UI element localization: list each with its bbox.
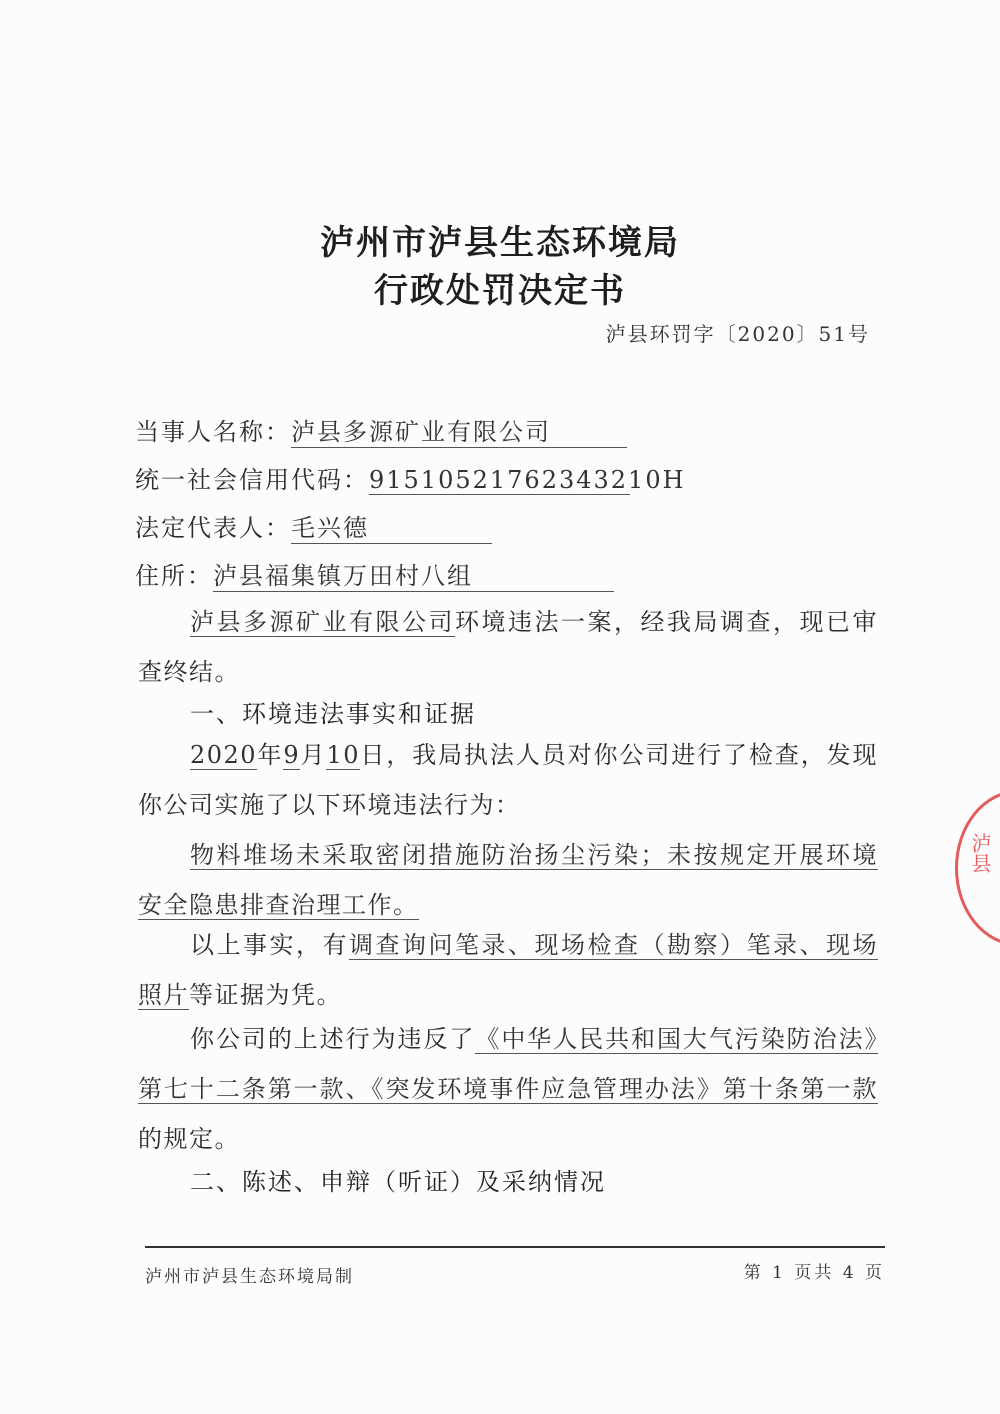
official-seal: [955, 790, 1000, 946]
evidence-suffix: 等证据为凭。: [189, 981, 342, 1009]
law-paragraph: [138, 1014, 878, 1164]
inspection-paragraph: [138, 730, 878, 830]
footer-divider: [145, 1246, 885, 1248]
party-name-label: 当事人名称：: [135, 418, 291, 446]
inspection-year-suffix: 年: [257, 741, 284, 769]
law-prefix: 你公司的上述行为违反了: [190, 1025, 476, 1053]
law-articles: 《中华人民共和国大气污染防治法》第七十二条第一款、《突发环境事件应急管理办法》第十条第一款: [138, 1025, 879, 1103]
inspection-day: 10: [326, 741, 361, 769]
party-name-row: [135, 412, 627, 448]
party-name-value: 泸县多源矿业有限公司: [291, 412, 627, 448]
document-title-agency: 泸州市泸县生态环境局: [320, 223, 680, 263]
intro-company: 泸县多源矿业有限公司: [190, 608, 455, 636]
section-2-heading: 二、陈述、申辩（听证）及采纳情况: [190, 1168, 606, 1196]
address-row: [135, 556, 614, 592]
inspection-year: 2020: [190, 741, 258, 769]
footer-page-info: 第 1 页共 4 页: [743, 1263, 885, 1283]
violations-paragraph: [138, 830, 878, 930]
evidence-prefix: 以上事实，有: [190, 931, 349, 959]
intro-paragraph: [138, 597, 878, 697]
evidence-paragraph: [138, 920, 878, 1020]
footer-issuer: 泸州市泸县生态环境局制: [145, 1267, 354, 1287]
intro-text: 环境违法一案，经我局调查，现已审查终结。: [138, 608, 878, 686]
address-label: 住所：: [135, 562, 213, 590]
inspection-text: 日，我局执法人员对你公司进行了检查，发现你公司实施了以下环境违法行为：: [138, 741, 879, 819]
address-value: 泸县福集镇万田村八组: [213, 556, 614, 592]
credit-code-value: 91510521762343210H: [369, 466, 686, 494]
seal-text: 泸县: [968, 833, 992, 873]
inspection-month: 9: [283, 741, 301, 769]
violations-text: 物料堆场未采取密闭措施防治扬尘污染；未按规定开展环境安全隐患排查治理工作。: [138, 841, 878, 919]
legal-rep-label: 法定代表人：: [135, 514, 291, 542]
inspection-month-suffix: 月: [300, 741, 327, 769]
document-number: 泸县环罚字〔2020〕51号: [605, 322, 870, 346]
credit-code-row: [135, 460, 686, 495]
document-title-type: 行政处罚决定书: [374, 271, 626, 311]
legal-rep-row: [135, 508, 492, 544]
section-1-heading: 一、环境违法事实和证据: [190, 700, 476, 728]
evidence-items: 调查询问笔录、现场检查（勘察）笔录、现场照片: [138, 931, 878, 1009]
law-suffix: 的规定。: [138, 1125, 240, 1153]
legal-rep-value: 毛兴德: [291, 508, 492, 544]
credit-code-label: 统一社会信用代码：: [135, 466, 369, 494]
